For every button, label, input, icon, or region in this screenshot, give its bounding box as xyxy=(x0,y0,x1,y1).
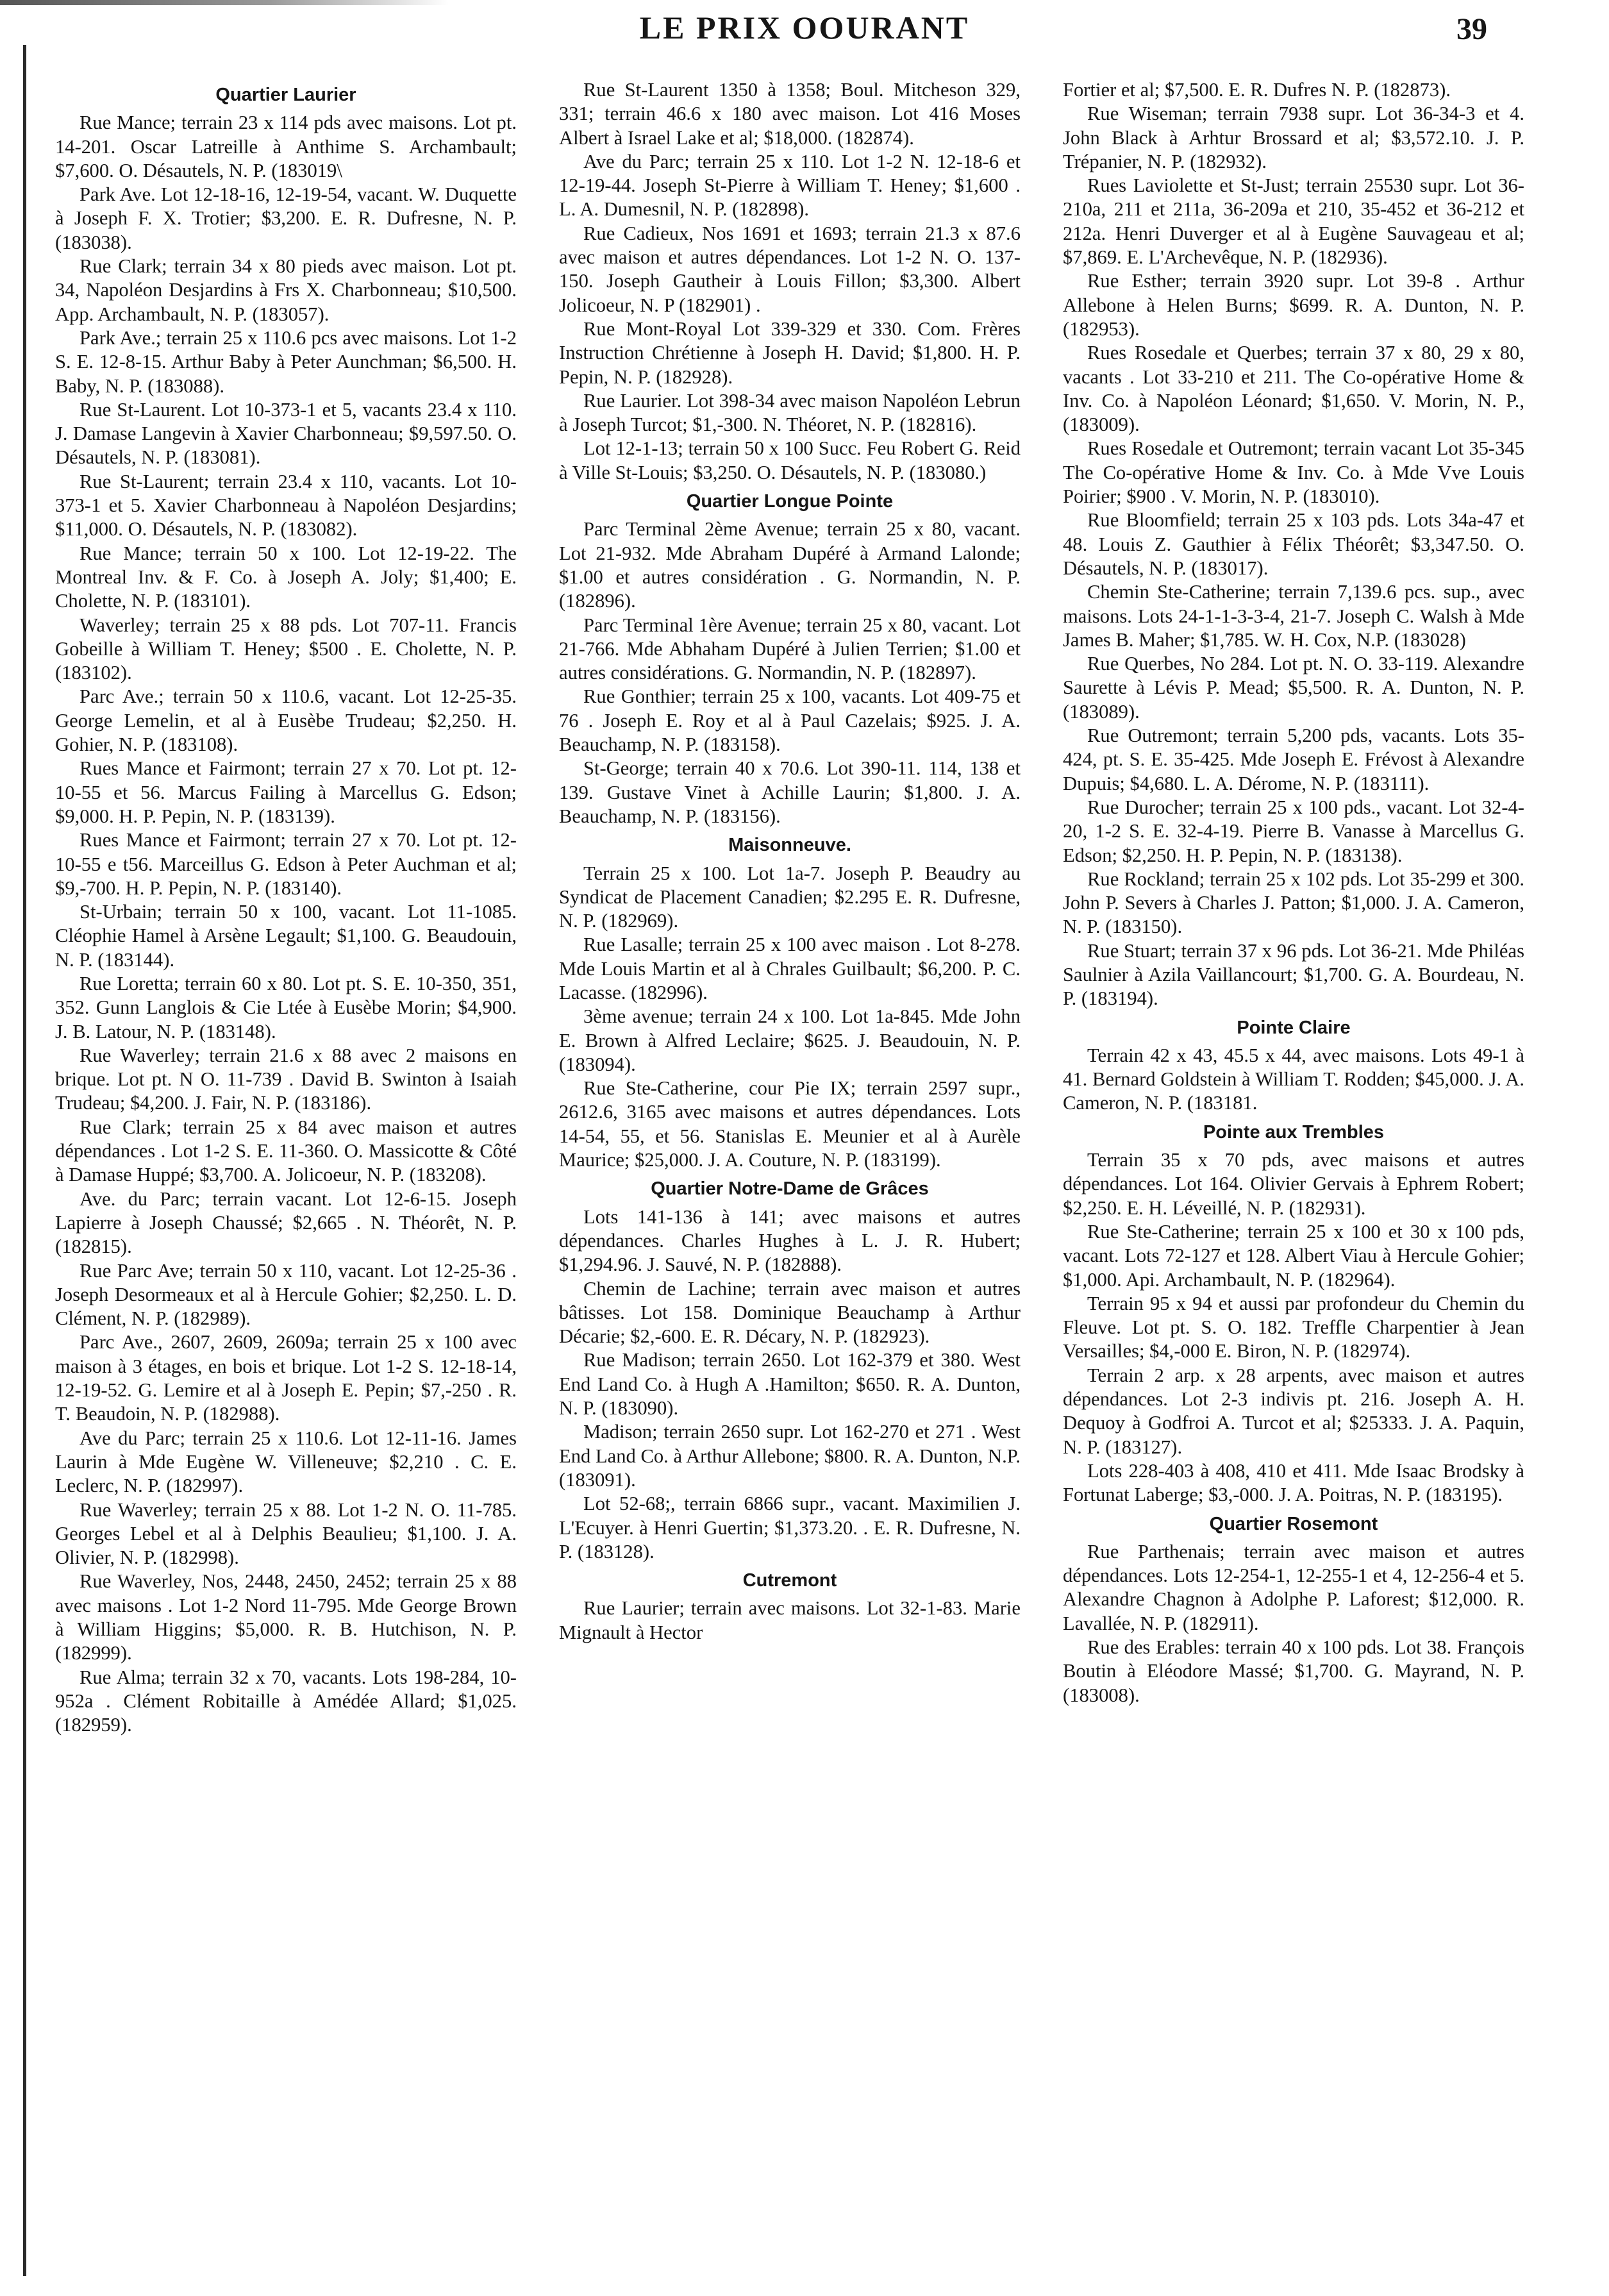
section-heading: Pointe Claire xyxy=(1237,1017,1351,1038)
property-entry: Terrain 95 x 94 et aussi par profondeur du Chemin du Fleuve. Lot pt. S. O. 182. Treffle Charpentier à Jean Versailles; $4,-000 E. Biron, N. P. (182974). xyxy=(1063,1292,1524,1362)
section-heading: Cutremont xyxy=(742,1570,837,1591)
property-entry: Rue Stuart; terrain 37 x 96 pds. Lot 36-21. Mde Philéas Saulnier à Azila Vaillancourt; $1,700. G. A. Bourdeau, N. P. (183194). xyxy=(1063,939,1524,1010)
property-entry: Terrain 35 x 70 pds, avec maisons et autres dépendances. Lot 164. Olivier Gervais à Ephrem Robert; $2,250. E. H. Léveillé, N. P. (182931). xyxy=(1063,1149,1524,1219)
property-entry: Rues Rosedale et Querbes; terrain 37 x 80, 29 x 80, vacants . Lot 33-210 et 211. The Co-opérative Home & Inv. Co. à Napoléon Léonard; $1,650. V. Morin, N. P., (183009). xyxy=(1063,342,1524,436)
property-entry: Madison; terrain 2650 supr. Lot 162-270 et 271 . West End Land Co. à Arthur Allebone; $800. R. A. Dunton, N.P. (183091). xyxy=(559,1421,1021,1491)
section-heading: Quartier Notre-Dame de Grâces xyxy=(651,1178,929,1200)
section-heading: Quartier Longue Pointe xyxy=(686,491,894,512)
column-3 xyxy=(1063,78,1524,1707)
property-entry: Rues Mance et Fairmont; terrain 27 x 70. Lot pt. 12-10-55 et 56. Marcus Failing à Marcellus G. Edson; $9,000. H. P. Pepin, N. P. (183139). xyxy=(55,757,517,827)
property-entry: Rue Cadieux, Nos 1691 et 1693; terrain 21.3 x 87.6 avec maison et autres dépendances. Lot 1-2 N. O. 137-150. Joseph Gautheir à Louis Fillon; $3,300. Albert Jolicoeur, N. P (182901) . xyxy=(559,222,1021,316)
property-entry: Parc Ave., 2607, 2609, 2609a; terrain 25 x 100 avec maison à 3 étages, en bois et brique. Lot 1-2 S. 12-18-14, 12-19-52. G. Lemire et al à Joseph E. Pepin; $7,-250 . R. T. Beaudoin, N. P. (182988). xyxy=(55,1331,517,1425)
property-entry: Rue Parthenais; terrain avec maison et autres dépendances. Lots 12-254-1, 12-255-1 et 4, 12-256-4 et 5. Alexandre Chagnon à Adolphe P. Laforest; $12,000. R. Lavallée, N. P. (182911). xyxy=(1063,1540,1524,1634)
property-entry: Rue Outremont; terrain 5,200 pds, vacants. Lots 35-424, pt. S. E. 35-425. Mde Joseph E. Frévost à Alexandre Dupuis; $4,680. L. A. Dérome, N. P. (183111). xyxy=(1063,725,1524,794)
property-entry: Rue Clark; terrain 34 x 80 pieds avec maison. Lot pt. 34, Napoléon Desjardins à Frs X. Charbonneau; $10,500. App. Archambault, N. P. (183057). xyxy=(55,255,517,325)
property-entry: Lot 52-68;, terrain 6866 supr., vacant. Maximilien J. L'Ecuyer. à Henri Guertin; $1,373.20. . E. R. Dufresne, N. P. (183128). xyxy=(559,1493,1021,1563)
property-entry: Lot 12-1-13; terrain 50 x 100 Succ. Feu Robert G. Reid à Ville St-Louis; $3,250. O. Désautels, N. P. (183080.) xyxy=(559,437,1021,483)
section-heading: Quartier Laurier xyxy=(215,85,356,105)
property-entry: Chemin Ste-Catherine; terrain 7,139.6 pcs. sup., avec maisons. Lots 24-1-1-3-3-4, 21-7. Joseph C. Walsh à Mde James B. Maher; $1,785. W. H. Cox, N.P. (183028) xyxy=(1063,581,1524,651)
property-entry: Terrain 2 arp. x 28 arpents, avec maison et autres dépendances. Lot 2-3 indivis pt. 216. Joseph A. H. Dequoy à Godfroi A. Turcot et al; $25333. J. A. Paquin, N. P. (183127). xyxy=(1063,1364,1524,1458)
property-entry: Rue Querbes, No 284. Lot pt. N. O. 33-119. Alexandre Saurette à Lévis P. Mead; $5,500. R. A. Dunton, N. P. (183089). xyxy=(1063,653,1524,723)
property-entry: Parc Ave.; terrain 50 x 110.6, vacant. Lot 12-25-35. George Lemelin, et al à Eusèbe Trudeau; $2,250. H. Gohier, N. P. (183108). xyxy=(55,685,517,756)
property-entry: Rue Wiseman; terrain 7938 supr. Lot 36-34-3 et 4. John Black à Arhtur Brossard et al; $3,572.10. J. P. Trépanier, N. P. (182932). xyxy=(1063,103,1524,172)
property-entry: Rue Lasalle; terrain 25 x 100 avec maison . Lot 8-278. Mde Louis Martin et al à Chrales Guilbault; $6,200. P. C. Lacasse. (182996). xyxy=(559,934,1021,1003)
property-entry: Rue Alma; terrain 32 x 70, vacants. Lots 198-284, 10-952a . Clément Robitaille à Amédée Allard; $1,025. (182959). xyxy=(55,1666,517,1736)
property-entry: Rue Laurier. Lot 398-34 avec maison Napoléon Lebrun à Joseph Turcot; $1,-300. N. Théoret, N. P. (182816). xyxy=(559,389,1021,436)
property-entry: Fortier et al; $7,500. E. R. Dufres N. P. (182873). xyxy=(1063,79,1451,101)
property-entry: Parc Terminal 1ère Avenue; terrain 25 x 80, vacant. Lot 21-766. Mde Abhaham Dupéré à Julien Terrien; $1.00 et autres considérations. G. Normandin, N. P. (182897). xyxy=(559,614,1021,684)
property-entry: Rue Ste-Catherine; terrain 25 x 100 et 30 x 100 pds, vacant. Lots 72-127 et 128. Albert Viau à Hercule Gohier; $1,000. Api. Archambault, N. P. (182964). xyxy=(1063,1220,1524,1291)
property-entry: Rue Madison; terrain 2650. Lot 162-379 et 380. West End Land Co. à Hugh A .Hamilton; $650. R. A. Dunton, N. P. (183090). xyxy=(559,1349,1021,1420)
property-entry: Rue Laurier; terrain avec maisons. Lot 32-1-83. Marie Mignault à Hector xyxy=(559,1597,1021,1643)
property-entry: Rue Mont-Royal Lot 339-329 et 330. Com. Frères Instruction Chrétienne à Joseph H. David; $1,800. H. P. Pepin, N. P. (182928). xyxy=(559,317,1021,388)
property-entry: Rue Esther; terrain 3920 supr. Lot 39-8 . Arthur Allebone à Helen Burns; $699. R. A. Dunton, N. P. (182953). xyxy=(1063,270,1524,340)
property-entry: Rue des Erables: terrain 40 x 100 pds. Lot 38. François Boutin à Eléodore Massé; $1,700. G. Mayrand, N. P. (183008). xyxy=(1063,1636,1524,1706)
property-entry: Parc Terminal 2ème Avenue; terrain 25 x 80, vacant. Lot 21-932. Mde Abraham Dupéré à Armand Lalonde; $1.00 et autres considération . G. Normandin, N. P. (182896). xyxy=(559,518,1021,612)
property-entry: Ave du Parc; terrain 25 x 110.6. Lot 12-11-16. James Laurin à Mde Eugène W. Villeneuve; $2,210 . C. E. Leclerc, N. P. (182997). xyxy=(55,1427,517,1497)
property-entry: Rue St-Laurent. Lot 10-373-1 et 5, vacants 23.4 x 110. J. Damase Langevin à Xavier Charbonneau; $9,597.50. O. Désautels, N. P. (183081). xyxy=(55,398,517,469)
property-entry: Rue Parc Ave; terrain 50 x 110, vacant. Lot 12-25-36 . Joseph Desormeaux et al à Hercule Gohier; $2,250. L. D. Clément, N. P. (182989). xyxy=(55,1259,517,1330)
property-entry: Ave du Parc; terrain 25 x 110. Lot 1-2 N. 12-18-6 et 12-19-44. Joseph St-Pierre à William T. Heney; $1,600 . L. A. Dumesnil, N. P. (182898). xyxy=(559,150,1021,221)
property-entry: Rue Mance; terrain 50 x 100. Lot 12-19-22. The Montreal Inv. & F. Co. à Joseph A. Joly; $1,400; E. Cholette, N. P. (183101). xyxy=(55,542,517,612)
column-1 xyxy=(55,78,517,1737)
property-entry: Rue Durocher; terrain 25 x 100 pds., vacant. Lot 32-4-20, 1-2 S. E. 32-4-19. Pierre B. Vanasse à Marcellus G. Edson; $2,250. H. P. Pepin, N. P. (183138). xyxy=(1063,796,1524,866)
property-entry: Rue Clark; terrain 25 x 84 avec maison et autres dépendances . Lot 1-2 S. E. 11-360. O. Massicotte & Côté à Damase Huppé; $3,700. A. Jolicoeur, N. P. (183208). xyxy=(55,1116,517,1186)
scan-edge-mark xyxy=(0,0,449,5)
property-entry: St-Urbain; terrain 50 x 100, vacant. Lot 11-1085. Cléophie Hamel à Arsène Legault; $1,100. G. Beaudouin, N. P. (183144). xyxy=(55,901,517,971)
property-entry: Park Ave.; terrain 25 x 110.6 pcs avec maisons. Lot 1-2 S. E. 12-8-15. Arthur Baby à Peter Aunchman; $6,500. H. Baby, N. P. (183088). xyxy=(55,326,517,397)
property-entry: Lots 141-136 à 141; avec maisons et autres dépendances. Charles Hughes à L. J. R. Hubert; $1,294.96. J. Sauvé, N. P. (182888). xyxy=(559,1205,1021,1276)
property-entry: Chemin de Lachine; terrain avec maison et autres bâtisses. Lot 158. Dominique Beauchamp à Arthur Décarie; $2,-600. E. R. Décary, N. P. (182923). xyxy=(559,1277,1021,1348)
property-entry: Waverley; terrain 25 x 88 pds. Lot 707-11. Francis Gobeille à William T. Heney; $500 . E. Cholette, N. P. (183102). xyxy=(55,614,517,684)
property-entry: Ave. du Parc; terrain vacant. Lot 12-6-15. Joseph Lapierre à Joseph Chaussé; $2,665 . N. Théorêt, N. P. (182815). xyxy=(55,1187,517,1258)
section-heading: Pointe aux Trembles xyxy=(1203,1121,1385,1143)
property-entry: Rue Ste-Catherine, cour Pie IX; terrain 2597 supr., 2612.6, 3165 avec maisons et autres dépendances. Lots 14-54, 55, et 56. Stanislas E. Meunier et al à Aurèle Maurice; $25,000. J. A. Couture, N. P. (183199). xyxy=(559,1077,1021,1171)
property-entry: Rue Waverley; terrain 21.6 x 88 avec 2 maisons en brique. Lot pt. N O. 11-739 . David B. Swinton à Isaiah Trudeau; $4,200. J. Fair, N. P. (183186). xyxy=(55,1044,517,1114)
property-entry: Terrain 42 x 43, 45.5 x 44, avec maisons. Lots 49-1 à 41. Bernard Goldstein à William T. Rodden; $45,000. J. A. Cameron, N. P. (183181. xyxy=(1063,1044,1524,1114)
section-heading: Quartier Rosemont xyxy=(1209,1513,1378,1534)
property-entry: St-George; terrain 40 x 70.6. Lot 390-11. 114, 138 et 139. Gustave Vinet à Achille Laurin; $1,800. J. A. Beauchamp, N. P. (183156). xyxy=(559,757,1021,827)
property-entry: Lots 228-403 à 408, 410 et 411. Mde Isaac Brodsky à Fortunat Laberge; $3,-000. J. A. Poitras, N. P. (183195). xyxy=(1063,1459,1524,1506)
page-number: 39 xyxy=(1456,12,1487,46)
property-entry: Rue Bloomfield; terrain 25 x 103 pds. Lots 34a-47 et 48. Louis Z. Gauthier à Félix Théorêt; $3,347.50. O. Désautels, N. P. (183017). xyxy=(1063,509,1524,579)
property-entry: Park Ave. Lot 12-18-16, 12-19-54, vacant. W. Duquette à Joseph F. X. Trotier; $3,200. E. R. Dufresne, N. P. (183038). xyxy=(55,183,517,253)
property-entry: Rue St-Laurent 1350 à 1358; Boul. Mitcheson 329, 331; terrain 46.6 x 180 avec maison. Lot 416 Moses Albert à Israel Lake et al; $18,000. (182874). xyxy=(559,79,1021,149)
property-entry: Rues Laviolette et St-Just; terrain 25530 supr. Lot 36-210a, 211 et 211a, 36-209a et 210, 35-452 et 36-212 et 212a. Henri Duverger et al à Eugène Sauvageau et al; $7,869. E. L'Archevêque, N. P. (182936). xyxy=(1063,174,1524,269)
property-entry: Rue Loretta; terrain 60 x 80. Lot pt. S. E. 10-350, 351, 352. Gunn Langlois & Cie Ltée à Eusèbe Morin; $4,900. J. B. Latour, N. P. (183148). xyxy=(55,972,517,1043)
property-entry: Rues Rosedale et Outremont; terrain vacant Lot 35-345 The Co-opérative Home & Inv. Co. à Mde Vve Louis Poirier; $900 . V. Morin, N. P. (183010). xyxy=(1063,437,1524,508)
property-entry: Rue Rockland; terrain 25 x 102 pds. Lot 35-299 et 300. John P. Severs à Charles J. Patton; $1,000. J. A. Cameron, N. P. (183150). xyxy=(1063,867,1524,938)
binding-edge-line xyxy=(23,45,26,2276)
property-entry: Terrain 25 x 100. Lot 1a-7. Joseph P. Beaudry au Syndicat de Placement Canadien; $2.295 E. R. Dufresne, N. P. (182969). xyxy=(559,862,1021,932)
section-heading: Maisonneuve. xyxy=(728,835,851,856)
property-entry: Rue Waverley, Nos, 2448, 2450, 2452; terrain 25 x 88 avec maisons . Lot 1-2 Nord 11-795. Mde George Brown à William Higgins; $5,000. R. B. Hutchison, N. P. (182999). xyxy=(55,1570,517,1664)
property-entry: Rue Gonthier; terrain 25 x 100, vacants. Lot 409-75 et 76 . Joseph E. Roy et al à Paul Cazelais; $925. J. A. Beauchamp, N. P. (183158). xyxy=(559,685,1021,756)
property-entry: Rue Mance; terrain 23 x 114 pds avec maisons. Lot pt. 14-201. Oscar Latreille à Anthime S. Archambault; $7,600. O. Désautels, N. P. (183019\ xyxy=(55,112,517,181)
property-entry: Rue Waverley; terrain 25 x 88. Lot 1-2 N. O. 11-785. Georges Lebel et al à Delphis Beaulieu; $1,100. J. A. Olivier, N. P. (182998). xyxy=(55,1498,517,1569)
property-entry: Rue St-Laurent; terrain 23.4 x 110, vacants. Lot 10-373-1 et 5. Xavier Charbonneau à Napoléon Desjardins; $11,000. O. Désautels, N. P. (183082). xyxy=(55,470,517,540)
property-entry: Rues Mance et Fairmont; terrain 27 x 70. Lot pt. 12-10-55 e t56. Marceillus G. Edson à Peter Auchman et al; $9,-700. H. P. Pepin, N. P. (183140). xyxy=(55,829,517,899)
column-2 xyxy=(559,78,1021,1645)
property-entry: 3ème avenue; terrain 24 x 100. Lot 1a-845. Mde John E. Brown à Alfred Leclaire; $625. J. Beaudouin, N. P. (183094). xyxy=(559,1005,1021,1075)
running-title: LE PRIX OOURANT xyxy=(639,10,970,46)
